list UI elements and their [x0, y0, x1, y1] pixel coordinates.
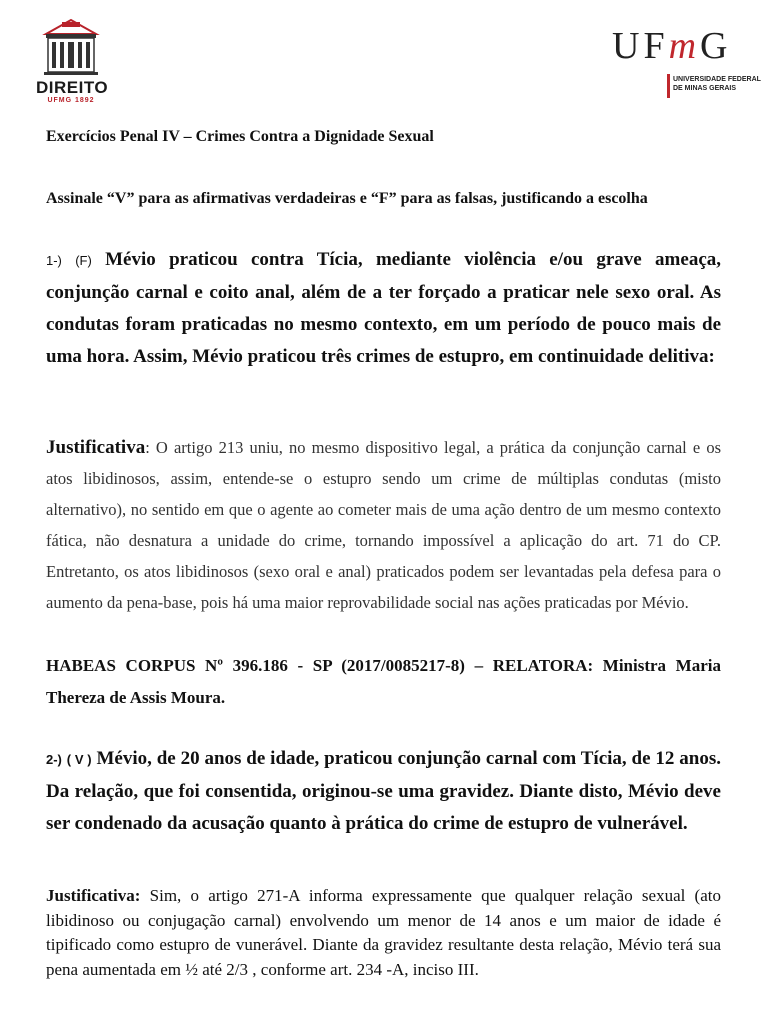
q2-number: 2-)	[46, 752, 62, 767]
logo-sub: UFMG 1892	[47, 97, 95, 104]
just2-label: Justificativa:	[46, 886, 141, 905]
direito-ufmg-logo	[36, 18, 109, 106]
question-2	[46, 743, 721, 840]
faculty-building-icon	[40, 18, 102, 76]
q1-answer: (F)	[75, 253, 92, 268]
ufmg-logo	[612, 25, 761, 96]
q1-number: 1-)	[46, 253, 62, 268]
ufmg-red-bar	[667, 74, 670, 98]
ufmg-subtitle: UNIVERSIDADE FEDERAL DE MINAS GERAIS	[673, 76, 761, 92]
q1-text: Mévio praticou contra Tícia, mediante violência e/ou grave ameaça, conjunção carnal e coito anal, além de a ter forçado a praticar nele sexo oral. As condutas foram praticadas no mesmo contexto, em um período de pouco mais de uma hora. Assim, Mévio praticou três crimes de estupro, em continuidade delitiva:	[46, 249, 721, 367]
justification-1	[46, 432, 721, 618]
q2-answer: ( V )	[66, 752, 92, 767]
just1-label: Justificativa	[46, 437, 146, 458]
instruction: Assinale “V” para as afirmativas verdadeiras e “F” para as falsas, justificando a escolha	[46, 190, 648, 207]
page-title: Exercícios Penal IV – Crimes Contra a Dignidade Sexual	[46, 128, 434, 145]
citation: HABEAS CORPUS Nº 396.186 - SP (2017/0085217-8) – RELATORA: Ministra Maria Thereza de Assis Moura.	[46, 656, 721, 707]
ufmg-wordmark: UFmG	[612, 25, 732, 67]
q2-text: Mévio, de 20 anos de idade, praticou conjunção carnal com Tícia, de 12 anos. Da relação, que foi consentida, originou-se uma gravidez. Diante disto, Mévio deve ser condenado da acusação quanto à prática do crime de estupro de vulnerável.	[46, 748, 721, 834]
logo-word: DIREITO	[36, 78, 109, 97]
just1-text: : O artigo 213 uniu, no mesmo dispositivo legal, a prática da conjunção carnal e os atos libidinosos, assim, entende-se o estupro sendo um crime de múltiplas condutas (misto alternativo), no sentido em que o agente ao cometer mais de uma ação dentro de um mesmo contexto fática, não desnatura a unidade do crime, tornando impossível a aplicação do art. 71 do CP. Entretanto, os atos libidinosos (sexo oral e anal) praticados podem ser levantadas pela defesa para o aumento da pena-base, pois há uma maior reprovabilidade social nas ações praticadas por Mévio.	[46, 438, 721, 612]
justification-2	[46, 884, 721, 982]
question-1	[46, 244, 721, 373]
just2-text: Sim, o artigo 271-A informa expressamente que qualquer relação sexual (ato libidinoso ou conjugação carnal) envolvendo um menor de 14 anos e um maior de idade é tipificado como estupro de vunerável. Diante da gravidez resultante desta relação, Mévio terá sua pena aumentada em ½ até 2/3 , conforme art. 234 -A, inciso III.	[46, 886, 721, 979]
